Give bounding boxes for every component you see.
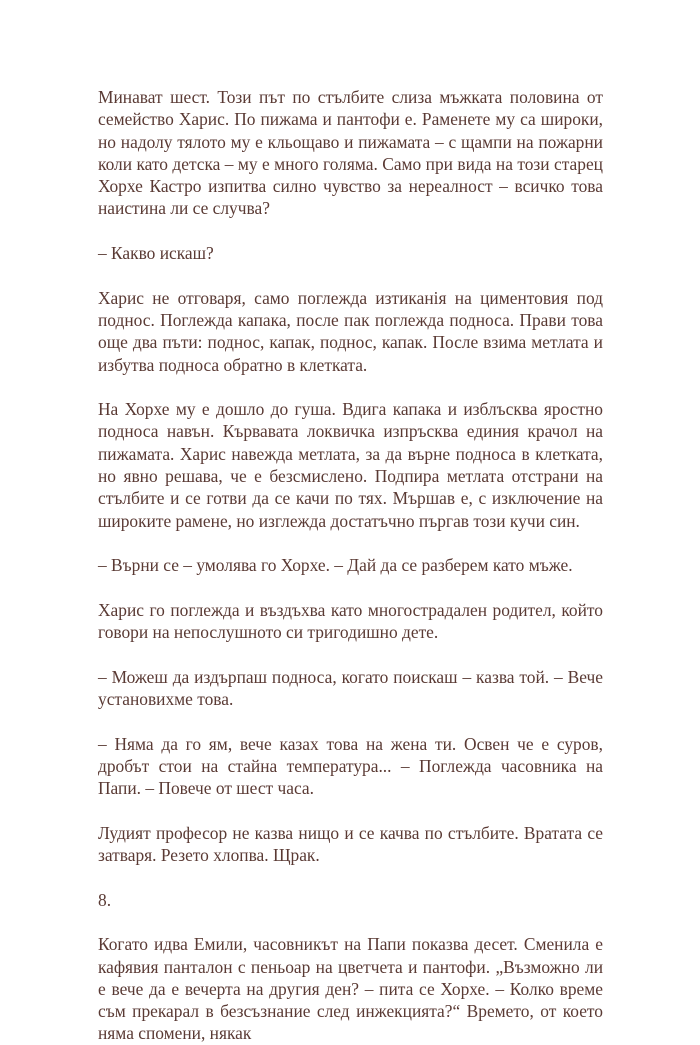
book-page-text bbox=[98, 86, 603, 1045]
paragraph-8: – Няма да го ям, вече казах това на жена ти. Освен че е суров, дробът стои на стайна температура... – Поглежда часовника на Папи. – Повече от шест часа. bbox=[98, 733, 603, 799]
paragraph-3: Харис не отговаря, само поглежда изтиканія на циментовия под поднос. Поглежда капака, после пак поглежда подноса. Прави това още два пъти: поднос, капак, поднос, капак. После взима метлата и избутва подноса обратно в клетката. bbox=[98, 287, 603, 375]
chapter-number: 8. bbox=[98, 889, 112, 910]
paragraph-6: Харис го поглежда и въздъхва като многострадален родител, който говори на непослушното си тригодишно дете. bbox=[98, 599, 603, 643]
paragraph-10: Когато идва Емили, часовникът на Папи показва десет. Сменила е кафявия панталон с пеньоар на цветчета и пантофи. „Възможно ли е вече да е вечерта на другия ден? – пита се Хорхе. – Колко време съм прекарал в безсъзнание след инжекцията?“ Времето, от което няма спомени, някак bbox=[98, 934, 603, 1044]
paragraph-7: – Можеш да издърпаш подноса, когато поискаш – казва той. – Вече установихме това. bbox=[98, 666, 603, 710]
paragraph-5: – Върни се – умолява го Хорхе. – Дай да се разберем като мъже. bbox=[98, 555, 573, 576]
paragraph-2: – Какво искаш? bbox=[98, 243, 214, 264]
paragraph-9: Лудият професор не казва нищо и се качва по стълбите. Вратата се затваря. Резето хлопва. Щрак. bbox=[98, 822, 603, 866]
paragraph-4: На Хорхе му е дошло до гуша. Вдига капака и изблъсква яростно подноса навън. Кървавата локвичка изпръсква единия крачол на пижамата. Харис навежда метлата, за да върне подноса в клетката, но явно решава, че е безсмислено. Подпира метлата отстрани на стълбите и се готви да се качи по тях. Мършав е, с изключение на широките рамене, но изглежда достатъчно пъргав този кучи син. bbox=[98, 399, 603, 531]
paragraph-1: Минават шест. Този път по стълбите слиза мъжката половина от семейство Харис. По пижама и пантофи е. Раменете му са широки, но надолу тялото му е кльощаво и пижамата – с щампи на пожарни коли като детска – му е много голяма. Само при вида на този старец Хорхе Кастро изпитва силно чувство за нереалност – всичко това наистина ли се случва? bbox=[98, 87, 603, 219]
